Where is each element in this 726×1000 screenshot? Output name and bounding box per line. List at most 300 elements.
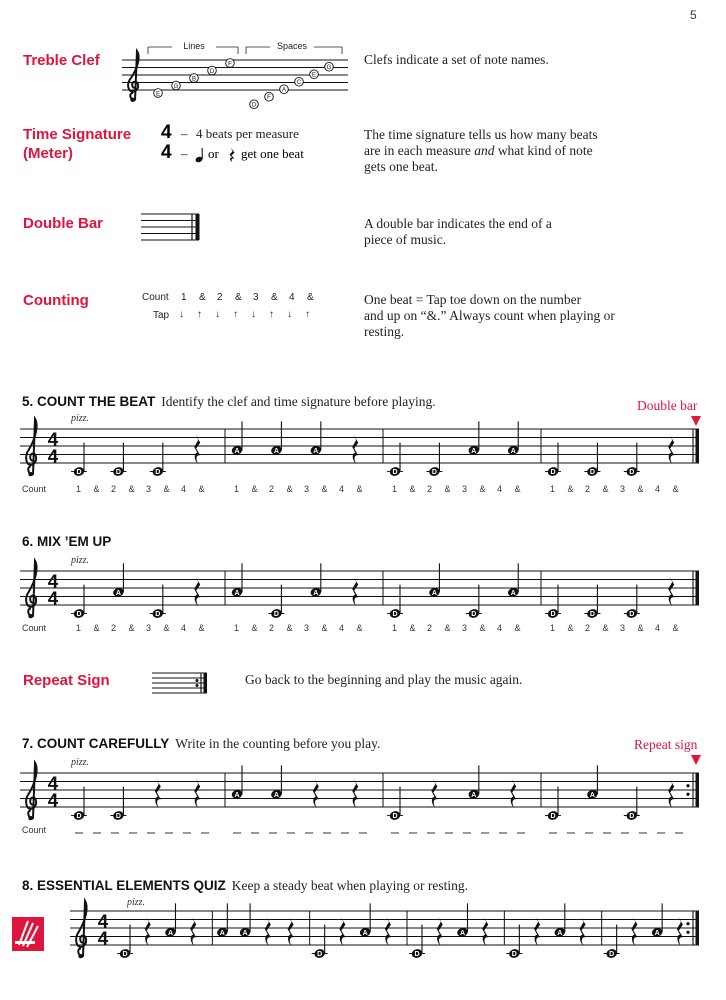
ct-desc-line3: resting.: [364, 324, 405, 339]
svg-text:A: A: [510, 589, 516, 597]
rest: [352, 778, 358, 808]
count-value: &: [637, 623, 644, 633]
svg-text:A: A: [273, 447, 279, 455]
count-value: 2: [585, 484, 591, 494]
note-a: [164, 903, 176, 937]
note-d: [312, 925, 328, 959]
svg-text:D: D: [511, 951, 517, 959]
measure: [545, 765, 674, 821]
note-d: [624, 443, 640, 477]
quarter-rest-icon: [194, 778, 200, 808]
count-value: &: [163, 623, 170, 633]
measure: [312, 903, 391, 959]
count-value: &: [514, 623, 521, 633]
note-d: [506, 925, 522, 959]
term-time-signature-line1: Time Signature: [23, 126, 132, 143]
svg-text:A: A: [313, 589, 319, 597]
count-value: 1: [550, 484, 556, 494]
count-value: &: [198, 623, 205, 633]
note-d: [150, 443, 166, 477]
count-value: 2: [427, 623, 433, 633]
measure: [71, 434, 200, 477]
repeat-sign-marker-arrow-icon: [691, 755, 701, 765]
rest: [352, 434, 358, 464]
exercise-6-heading: [22, 533, 111, 551]
rest: [190, 916, 196, 946]
count-value: &: [479, 484, 486, 494]
time-signature: [48, 571, 59, 609]
quarter-rest-icon: [668, 778, 674, 808]
svg-text:D: D: [609, 951, 615, 959]
quarter-rest-icon: [677, 916, 683, 946]
rest: [313, 778, 319, 808]
count-value: 3: [462, 484, 468, 494]
note-d: [387, 787, 403, 821]
counting-count-value: 2: [217, 292, 223, 303]
svg-text:A: A: [589, 791, 595, 799]
count-value: 4: [339, 484, 345, 494]
svg-text:D: D: [629, 611, 635, 619]
count-value: 4: [181, 484, 187, 494]
spaces-bracket: [246, 39, 342, 54]
time-signature-bottom: 4: [47, 445, 59, 467]
quarter-rest-icon: [668, 576, 674, 606]
time-signature-top: 4: [97, 910, 109, 932]
svg-text:D: D: [392, 611, 398, 619]
svg-text:A: A: [362, 929, 368, 937]
time-sig-or: or: [208, 146, 219, 161]
lines-label: Lines: [183, 41, 205, 51]
count-value: 3: [462, 623, 468, 633]
treble-clef-icon: [26, 419, 36, 476]
count-value: 4: [655, 484, 661, 494]
term-repeat-sign: Repeat Sign: [23, 672, 110, 689]
count-value: &: [602, 484, 609, 494]
count-value: 3: [620, 623, 626, 633]
time-signature-explainer: 4 – 4 beats per measure 4 – or get one beat: [161, 122, 304, 163]
note-d: [584, 443, 600, 477]
count-value: 3: [620, 484, 626, 494]
treble-clef-staff: [122, 51, 348, 109]
quarter-rest-icon: [352, 576, 358, 606]
measure: [231, 563, 358, 619]
svg-text:D: D: [76, 813, 82, 821]
note-d: [117, 925, 133, 959]
svg-text:D: D: [155, 611, 161, 619]
quarter-rest-icon: [631, 916, 637, 946]
svg-text:F: F: [228, 61, 232, 68]
note-a: [310, 563, 322, 597]
quarter-rest-icon: [313, 778, 319, 808]
counting-count-value: &: [307, 292, 314, 303]
count-value: 1: [234, 484, 240, 494]
count-value: &: [672, 623, 679, 633]
counting-count-row: [181, 292, 331, 306]
count-value: 2: [427, 484, 433, 494]
note-a: [554, 903, 566, 937]
measure: [117, 903, 196, 959]
treble-clef-note-chart: [120, 36, 350, 109]
counting-count-value: 3: [253, 292, 259, 303]
svg-text:D: D: [392, 813, 398, 821]
double-bar-symbol: [141, 211, 203, 243]
svg-text:D: D: [550, 469, 556, 477]
time-sig-numeral-top: 4: [161, 122, 172, 143]
rest: [668, 434, 674, 464]
count-value: 1: [392, 484, 398, 494]
svg-text:D: D: [629, 469, 635, 477]
note-a: [586, 765, 598, 799]
count-value: &: [409, 484, 416, 494]
measure: [409, 903, 488, 959]
rest: [668, 576, 674, 606]
count-value: 2: [269, 484, 275, 494]
rest: [288, 916, 294, 946]
exercise-6-title: 6. MIX ’EM UP: [22, 534, 112, 549]
count-value: &: [198, 484, 205, 494]
svg-text:A: A: [557, 929, 563, 937]
count-value: &: [514, 484, 521, 494]
count-value: &: [444, 484, 451, 494]
exercise-5-count-row: [0, 484, 726, 496]
rest: [194, 434, 200, 464]
rest: [631, 916, 637, 946]
counting-count-value: 1: [181, 292, 187, 303]
note-d: [466, 585, 482, 619]
time-sig-explain-top: 4 beats per measure: [196, 126, 299, 141]
count-value: 4: [339, 623, 345, 633]
rest: [510, 778, 516, 808]
count-value: 2: [585, 623, 591, 633]
treble-clef-icon: [128, 51, 138, 102]
db-desc-line2: piece of music.: [364, 232, 447, 247]
exercise-7-title: 7. COUNT CAREFULLY: [22, 736, 170, 751]
term-time-signature-line2: (Meter): [23, 145, 74, 162]
count-value: 3: [146, 623, 152, 633]
svg-text:A: A: [431, 589, 437, 597]
count-value: &: [128, 623, 135, 633]
exercise-5-title: 5. COUNT THE BEAT: [22, 394, 156, 409]
ts-desc-line3: gets one beat.: [364, 159, 438, 174]
rest: [194, 778, 200, 808]
rest: [385, 916, 391, 946]
svg-text:D: D: [76, 611, 82, 619]
note-d: [387, 443, 403, 477]
tap-down-arrow-icon: ↓: [251, 309, 256, 320]
note-a: [310, 421, 322, 455]
count-value: &: [567, 623, 574, 633]
measure: [506, 903, 585, 959]
exercise-6-count-row: [0, 623, 726, 635]
svg-text:G: G: [326, 65, 332, 72]
clef-note-f: [265, 92, 274, 101]
measure: [71, 778, 200, 821]
clef-note-d: [208, 66, 217, 75]
note-a: [239, 903, 251, 937]
exercise-7-instruction: Write in the counting before you play.: [175, 736, 381, 751]
count-value: 1: [234, 623, 240, 633]
time-signature-top: 4: [47, 570, 59, 592]
rest: [339, 916, 345, 946]
count-value: &: [321, 484, 328, 494]
rest: [668, 778, 674, 808]
count-value: &: [128, 484, 135, 494]
exercise-5-pizz: pizz.: [71, 413, 90, 424]
treble-clef-icon: [76, 901, 86, 958]
svg-text:D: D: [273, 611, 279, 619]
quarter-rest-icon: [352, 434, 358, 464]
exercise-7-blank-count-lines: [0, 827, 726, 839]
note-d: [604, 925, 620, 959]
svg-text:A: A: [654, 929, 660, 937]
note-d: [387, 585, 403, 619]
exercise-5-count-label: Count: [22, 484, 47, 494]
count-value: 2: [111, 623, 117, 633]
tap-up-arrow-icon: ↑: [305, 309, 310, 320]
page-number: 5: [690, 8, 697, 22]
svg-text:A: A: [167, 929, 174, 937]
note-d: [110, 787, 126, 821]
counting-count-value: &: [271, 292, 278, 303]
count-value: &: [93, 623, 100, 633]
svg-text:D: D: [471, 611, 477, 619]
ct-desc-line1: One beat = Tap toe down on the number: [364, 292, 582, 307]
quarter-rest-icon: [190, 916, 196, 946]
count-value: 2: [111, 484, 117, 494]
count-value: &: [321, 623, 328, 633]
clef-note-d: [250, 100, 259, 109]
measure: [387, 563, 519, 619]
note-a: [359, 903, 371, 937]
note-d: [71, 787, 87, 821]
time-sig-numeral-bottom: 4: [161, 142, 172, 163]
clef-note-e: [310, 70, 319, 79]
double-bar-marker-label: Double bar: [637, 398, 698, 413]
clef-note-b: [190, 74, 199, 83]
note-d: [150, 585, 166, 619]
quarter-rest-icon: [145, 916, 151, 946]
repeat-sign-symbol: [152, 670, 210, 696]
quarter-rest-icon: [288, 916, 294, 946]
note-a: [651, 903, 663, 937]
treble-clef-description: Clefs indicate a set of note names.: [364, 52, 549, 67]
counting-count-value: &: [199, 292, 206, 303]
note-d: [545, 585, 561, 619]
svg-text:D: D: [209, 68, 215, 75]
tap-up-arrow-icon: ↑: [269, 309, 274, 320]
measure: [231, 765, 358, 808]
quarter-rest-icon: [431, 778, 437, 808]
ts-desc-line1: The time signature tells us how many beats: [364, 127, 598, 142]
quarter-rest-icon: [482, 916, 488, 946]
note-a: [112, 563, 124, 597]
count-value: &: [251, 623, 258, 633]
ts-desc-line2: are in each measure and what kind of note: [364, 143, 593, 158]
rest: [194, 576, 200, 606]
svg-text:E: E: [311, 72, 317, 79]
rest: [437, 916, 443, 946]
rest: [352, 576, 358, 606]
exercise-7-heading: [22, 735, 380, 753]
time-signature-top: 4: [47, 772, 59, 794]
count-value: &: [444, 623, 451, 633]
exercise-7-count-label: Count: [22, 825, 47, 835]
tap-up-arrow-icon: ↑: [197, 309, 202, 320]
svg-text:D: D: [115, 469, 121, 477]
svg-text:A: A: [234, 447, 240, 455]
note-d: [71, 585, 87, 619]
svg-text:D: D: [76, 469, 82, 477]
note-d: [268, 585, 284, 619]
note-a: [231, 765, 243, 799]
rest: [534, 916, 540, 946]
time-signature: [48, 773, 59, 811]
exercise-8-pizz: pizz.: [127, 897, 146, 908]
quarter-rest-icon: [510, 778, 516, 808]
quarter-rest-icon: [155, 778, 161, 808]
note-d: [624, 585, 640, 619]
svg-text:A: A: [273, 791, 279, 799]
rest: [677, 916, 683, 946]
quarter-rest-icon: [339, 916, 345, 946]
counting-tap-row: [181, 309, 331, 323]
note-a: [428, 563, 440, 597]
repeat-sign-marker-label: Repeat sign: [634, 737, 698, 752]
count-value: 1: [392, 623, 398, 633]
count-value: &: [409, 623, 416, 633]
svg-text:D: D: [115, 813, 121, 821]
term-time-signature: [23, 125, 131, 163]
clef-note-e: [154, 89, 163, 98]
counting-count-label: Count: [142, 292, 169, 303]
svg-text:D: D: [589, 469, 595, 477]
svg-text:D: D: [629, 813, 635, 821]
staff-lines: [70, 911, 699, 945]
exercise-8-title: 8. ESSENTIAL ELEMENTS QUIZ: [22, 878, 226, 893]
exercise-8-heading: [22, 877, 468, 895]
tap-down-arrow-icon: ↓: [215, 309, 220, 320]
count-value: &: [356, 484, 363, 494]
count-value: &: [602, 623, 609, 633]
note-a: [216, 903, 228, 937]
term-treble-clef: Treble Clef: [23, 52, 100, 69]
measure: [545, 576, 674, 619]
treble-clef-icon: [26, 763, 36, 820]
svg-text:D: D: [392, 469, 398, 477]
svg-text:F: F: [267, 95, 271, 102]
count-value: &: [672, 484, 679, 494]
count-value: &: [286, 623, 293, 633]
quarter-note-icon: [195, 147, 205, 163]
count-value: &: [251, 484, 258, 494]
svg-text:C: C: [296, 80, 302, 87]
exercise-8-instruction: Keep a steady beat when playing or resting.: [231, 878, 468, 893]
clef-note-f: [226, 59, 235, 68]
note-d: [584, 585, 600, 619]
svg-text:D: D: [155, 469, 161, 477]
counting-count-value: &: [235, 292, 242, 303]
measure: [71, 563, 200, 619]
clef-note-c: [295, 77, 304, 86]
note-a: [468, 421, 480, 455]
note-d: [545, 787, 561, 821]
svg-text:A: A: [313, 447, 319, 455]
measure: [604, 903, 683, 959]
time-signature-description: [364, 127, 598, 175]
svg-text:A: A: [471, 447, 477, 455]
ct-desc-line2: and up on “&.” Always count when playing or: [364, 308, 615, 323]
exercise-6-count-label: Count: [22, 623, 47, 633]
quarter-rest-icon: [437, 916, 443, 946]
tap-up-arrow-icon: ↑: [233, 309, 238, 320]
count-value: 1: [76, 623, 82, 633]
measure: [231, 421, 358, 464]
term-double-bar: Double Bar: [23, 215, 104, 232]
rest: [431, 778, 437, 808]
svg-text:D: D: [414, 951, 420, 959]
note-a: [507, 421, 519, 455]
time-sig-explain-bottom: get one beat: [241, 146, 304, 161]
quarter-rest-icon: [385, 916, 391, 946]
counting-count-value: 4: [289, 292, 295, 303]
rest: [580, 916, 586, 946]
measure: [387, 421, 519, 477]
count-value: 3: [304, 623, 310, 633]
count-value: &: [356, 623, 363, 633]
svg-text:A: A: [234, 791, 240, 799]
svg-text:D: D: [550, 813, 556, 821]
svg-text:D: D: [122, 951, 128, 959]
exercise-7-pizz: pizz.: [71, 757, 90, 768]
exercise-8-staff: [0, 907, 726, 967]
rest: [155, 778, 161, 808]
lines-bracket: [148, 39, 238, 54]
note-d: [545, 443, 561, 477]
clef-note-g: [172, 81, 181, 90]
count-value: &: [163, 484, 170, 494]
exercise-7-staff: [0, 769, 726, 829]
note-d: [71, 443, 87, 477]
treble-clef-icon: [26, 561, 36, 618]
time-signature: [48, 429, 59, 467]
svg-text:A: A: [234, 589, 240, 597]
svg-text:A: A: [471, 791, 477, 799]
count-value: &: [93, 484, 100, 494]
quarter-rest-icon: [194, 576, 200, 606]
time-signature-bottom: 4: [47, 789, 59, 811]
note-a: [270, 421, 282, 455]
quarter-rest-icon: [352, 778, 358, 808]
svg-text:D: D: [431, 469, 437, 477]
quarter-rest-icon: [228, 147, 237, 163]
exercise-5-instruction: Identify the clef and time signature before playing.: [161, 394, 436, 409]
note-d: [426, 443, 442, 477]
svg-text:A: A: [459, 929, 466, 937]
quarter-rest-icon: [534, 916, 540, 946]
svg-text:A: A: [242, 929, 248, 937]
quarter-rest-icon: [265, 916, 271, 946]
svg-text:A: A: [115, 589, 121, 597]
quarter-rest-icon: [194, 434, 200, 464]
quarter-rest-icon: [668, 434, 674, 464]
count-value: 4: [181, 623, 187, 633]
clef-note-a: [280, 85, 289, 94]
count-value: 2: [269, 623, 275, 633]
measure: [216, 903, 293, 946]
counting-tap-label: Tap: [153, 310, 170, 321]
svg-text:A: A: [281, 87, 287, 94]
time-signature-top: 4: [47, 428, 59, 450]
